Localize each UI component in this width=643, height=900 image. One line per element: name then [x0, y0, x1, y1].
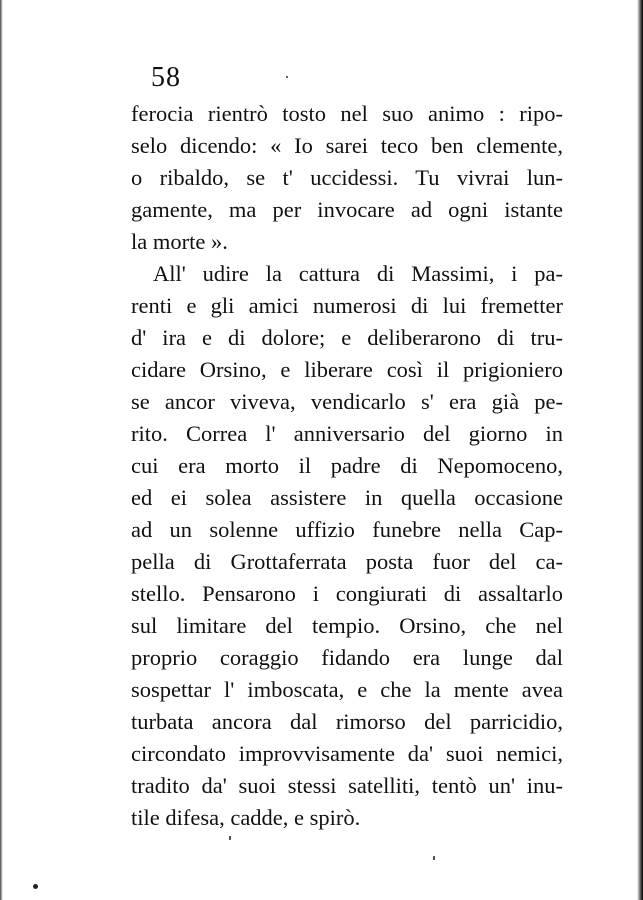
print-mark	[433, 856, 435, 860]
paragraph-first-line: All' udire la cattura di Massimi, i pa-	[153, 261, 563, 286]
text-line: pella di Grottaferrata posta fuor del ca-	[131, 549, 563, 574]
text-line: ad un solenne uffizio funebre nella Cap-	[131, 517, 563, 542]
text-line: d' ira e di dolore; e deliberarono di tru-	[131, 325, 563, 350]
text-line: ed ei solea assistere in quella occasione	[131, 485, 563, 510]
page-right-edge	[637, 0, 643, 900]
text-line: rito. Correa l' anniversario del giorno in	[131, 421, 563, 446]
text-line: o ribaldo, se t' uccidessi. Tu vivrai lun-	[131, 165, 563, 190]
text-line: proprio coraggio fidando era lunge dal	[131, 645, 563, 670]
page-number: 58	[151, 62, 181, 93]
ink-speck	[286, 76, 288, 78]
body-text	[131, 98, 563, 834]
text-line: cui era morto il padre di Nepomoceno,	[131, 453, 563, 478]
text-line: gamente, ma per invocare ad ogni istante	[131, 197, 563, 222]
text-line: selo dicendo: « Io sarei teco ben clemente,	[131, 133, 563, 158]
text-line: stello. Pensarono i congiurati di assaltarlo	[131, 581, 563, 606]
page-left-edge	[0, 0, 3, 900]
text-line: cidare Orsino, e liberare così il prigioniero	[131, 357, 563, 382]
text-line: circondato improvvisamente da' suoi nemici,	[131, 741, 563, 766]
text-line: se ancor viveva, vendicarlo s' era già pe-	[131, 389, 563, 414]
text-line: tile difesa, cadde, e spirò.	[131, 805, 361, 830]
text-line: turbata ancora dal rimorso del parricidio,	[131, 709, 563, 734]
text-line: sul limitare del tempio. Orsino, che nel	[131, 613, 563, 638]
text-line: la morte ».	[131, 229, 228, 254]
text-line: tradito da' suoi stessi satelliti, tentò un' inu-	[131, 773, 563, 798]
text-line: sospettar l' imboscata, e che la mente avea	[131, 677, 563, 702]
ink-blot	[33, 884, 38, 889]
text-line: ferocia rientrò tosto nel suo animo : ripo-	[131, 101, 563, 126]
text-line: renti e gli amici numerosi di lui fremetter	[131, 293, 563, 318]
print-mark	[229, 836, 231, 840]
